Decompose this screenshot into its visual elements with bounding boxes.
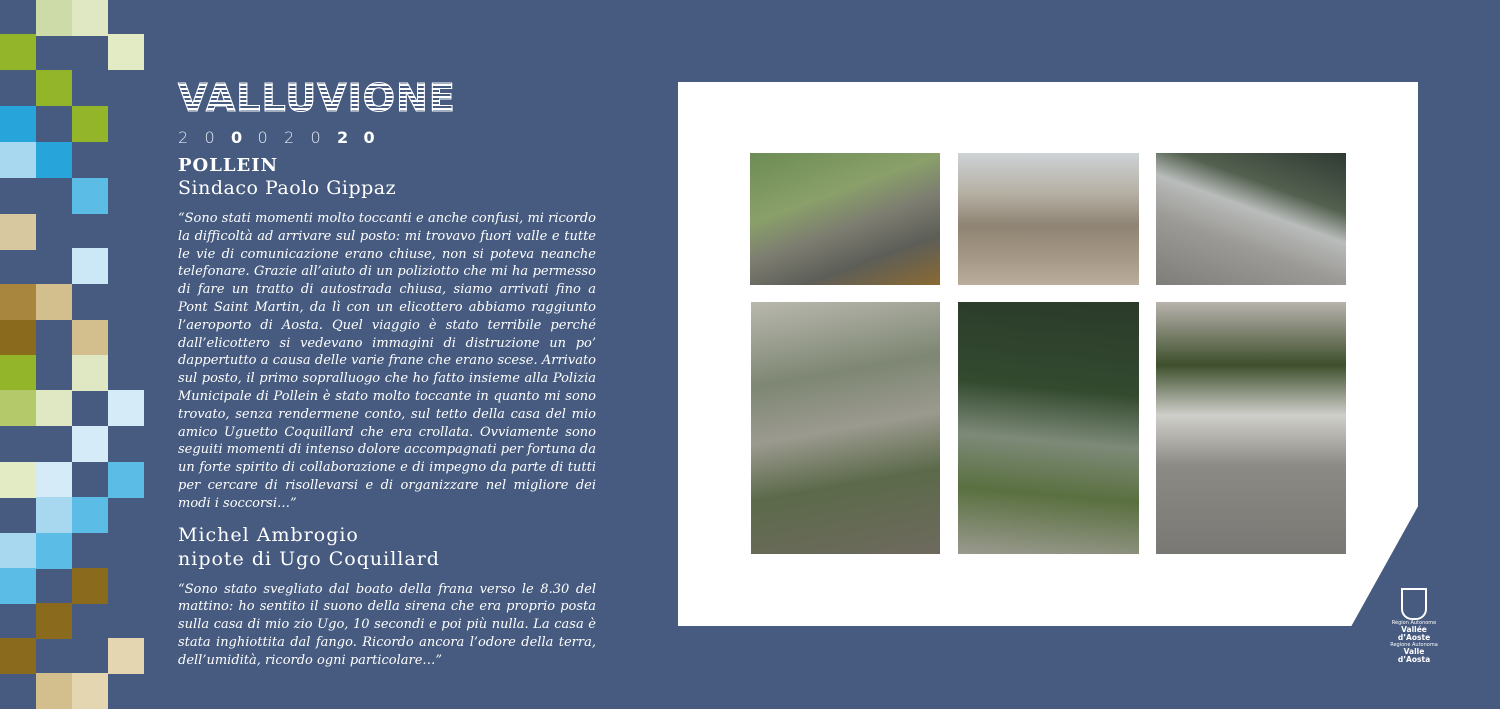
mosaic-tile: [72, 248, 108, 284]
year-digit: 2: [284, 128, 295, 147]
year-digit: 2: [178, 128, 189, 147]
mosaic-tile: [36, 390, 72, 426]
mosaic-tile: [36, 497, 72, 533]
mosaic-tile: [36, 0, 72, 36]
mosaic-tile: [108, 638, 144, 674]
year-digit: 0: [257, 128, 268, 147]
mosaic-tile: [0, 638, 36, 674]
year-digit: 0: [310, 128, 321, 147]
year-digit: 0: [204, 128, 215, 147]
mosaic-tile: [36, 673, 72, 709]
mosaic-tile: [72, 673, 108, 709]
mosaic-tile: [0, 34, 36, 70]
mosaic-tile: [0, 106, 36, 142]
mosaic-tile: [72, 106, 108, 142]
mosaic-tile: [0, 462, 36, 498]
mosaic-tile: [0, 568, 36, 604]
testimony-column: [178, 155, 596, 670]
aerial-village-photo: [750, 153, 940, 285]
mosaic-tile: [0, 533, 36, 569]
mosaic-tile: [72, 355, 108, 391]
photo-panel: [678, 82, 1418, 626]
mosaic-tile: [0, 355, 36, 391]
mosaic-tile: [72, 178, 108, 214]
mosaic-tile: [108, 390, 144, 426]
mosaic-tile: [72, 426, 108, 462]
mosaic-tile: [36, 284, 72, 320]
year-digit: 0: [231, 128, 243, 147]
person-name: [178, 523, 596, 571]
mosaic-tile: [108, 34, 144, 70]
mosaic-tile: [36, 142, 72, 178]
mosaic-tile: [72, 320, 108, 356]
barrier-wall-photo: [1156, 153, 1346, 285]
year-digit: 2: [337, 128, 349, 147]
logo-text: Regione Autonoma: [1390, 642, 1438, 648]
person-name: Sindaco Paolo Gippaz: [178, 177, 397, 199]
mosaic-tile: [0, 284, 36, 320]
mosaic-tile: [36, 462, 72, 498]
color-mosaic: [0, 0, 145, 708]
main-title: VALLUVIONE: [178, 78, 618, 118]
mosaic-tile: [72, 568, 108, 604]
years-row: [178, 128, 618, 147]
crest-icon: [1401, 588, 1427, 620]
logo-text: Région Autonome: [1391, 620, 1437, 626]
dam-barrier-photo: [1156, 302, 1346, 554]
mosaic-tile: [0, 320, 36, 356]
mosaic-tile: [36, 533, 72, 569]
person-role-line: nipote di Ugo Coquillard: [178, 547, 440, 570]
mosaic-tile: [0, 214, 36, 250]
testimony-quote: “Sono stati momenti molto toccanti e anche confusi, mi ricordo la difficoltà ad arrivare sul posto: mi trovavo fuori valle e tutte le vie di comunicazione erano chiuse, non si poteva neanche telefonare. Grazie all’aiuto di un poliziotto che mi ha permesso di fare un tratto di autostrada chiusa, siamo arrivati fino a Pont Saint Martin, da lì con un elicottero abbiamo raggiunto l’aeroporto di Aosta. Quel viaggio è stato terribile perché dall’elicottero si vedevano immagini di distruzione un po’ dappertutto a causa delle varie frane che erano scese. Arrivato sul posto, il primo sopralluogo che ho fatto insieme alla Polizia Municipale di Pollein è stato molto toccante in quanto mi sono trovato, senza rendermene conto, sul tetto della casa del mio amico Uguetto Coquillard che era crollata. Ovviamente sono seguiti momenti di intenso dolore accompagnati per fortuna da un forte spirito di collaborazione e di impegno da parte di tutti per cercare di risollevarsi e di organizzare nel migliore dei modi i soccorsi…”: [178, 211, 596, 511]
destroyed-house-photo: [958, 153, 1139, 285]
mosaic-tile: [0, 142, 36, 178]
place-heading: POLLEIN: [178, 155, 279, 176]
mosaic-tile: [0, 390, 36, 426]
mosaic-tile: [108, 462, 144, 498]
mosaic-tile: [72, 497, 108, 533]
valley-road-aerial-photo: [958, 302, 1139, 554]
region-logo: [1389, 588, 1439, 664]
logo-text: Vallée d’Aoste: [1397, 625, 1431, 642]
mosaic-tile: [36, 70, 72, 106]
logo-text: Valle d’Aosta: [1397, 647, 1431, 664]
flood-riverbed-aerial-photo: [751, 302, 940, 554]
year-digit: 0: [363, 128, 375, 147]
testimony-quote: “Sono stato svegliato dal boato della frana verso le 8.30 del mattino: ho sentito il suono della sirena che era proprio posta sulla casa di mio zio Ugo, 10 secondi e poi più nulla. La casa è stata inghiottita dal fango. Ricordo ancora l’odore della terra, dell’umidità, ricordo ogni particolare…”: [178, 581, 596, 668]
person-name-line: Michel Ambrogio: [178, 523, 359, 546]
mosaic-tile: [72, 0, 108, 36]
title-block: [178, 78, 618, 147]
mosaic-tile: [36, 603, 72, 639]
